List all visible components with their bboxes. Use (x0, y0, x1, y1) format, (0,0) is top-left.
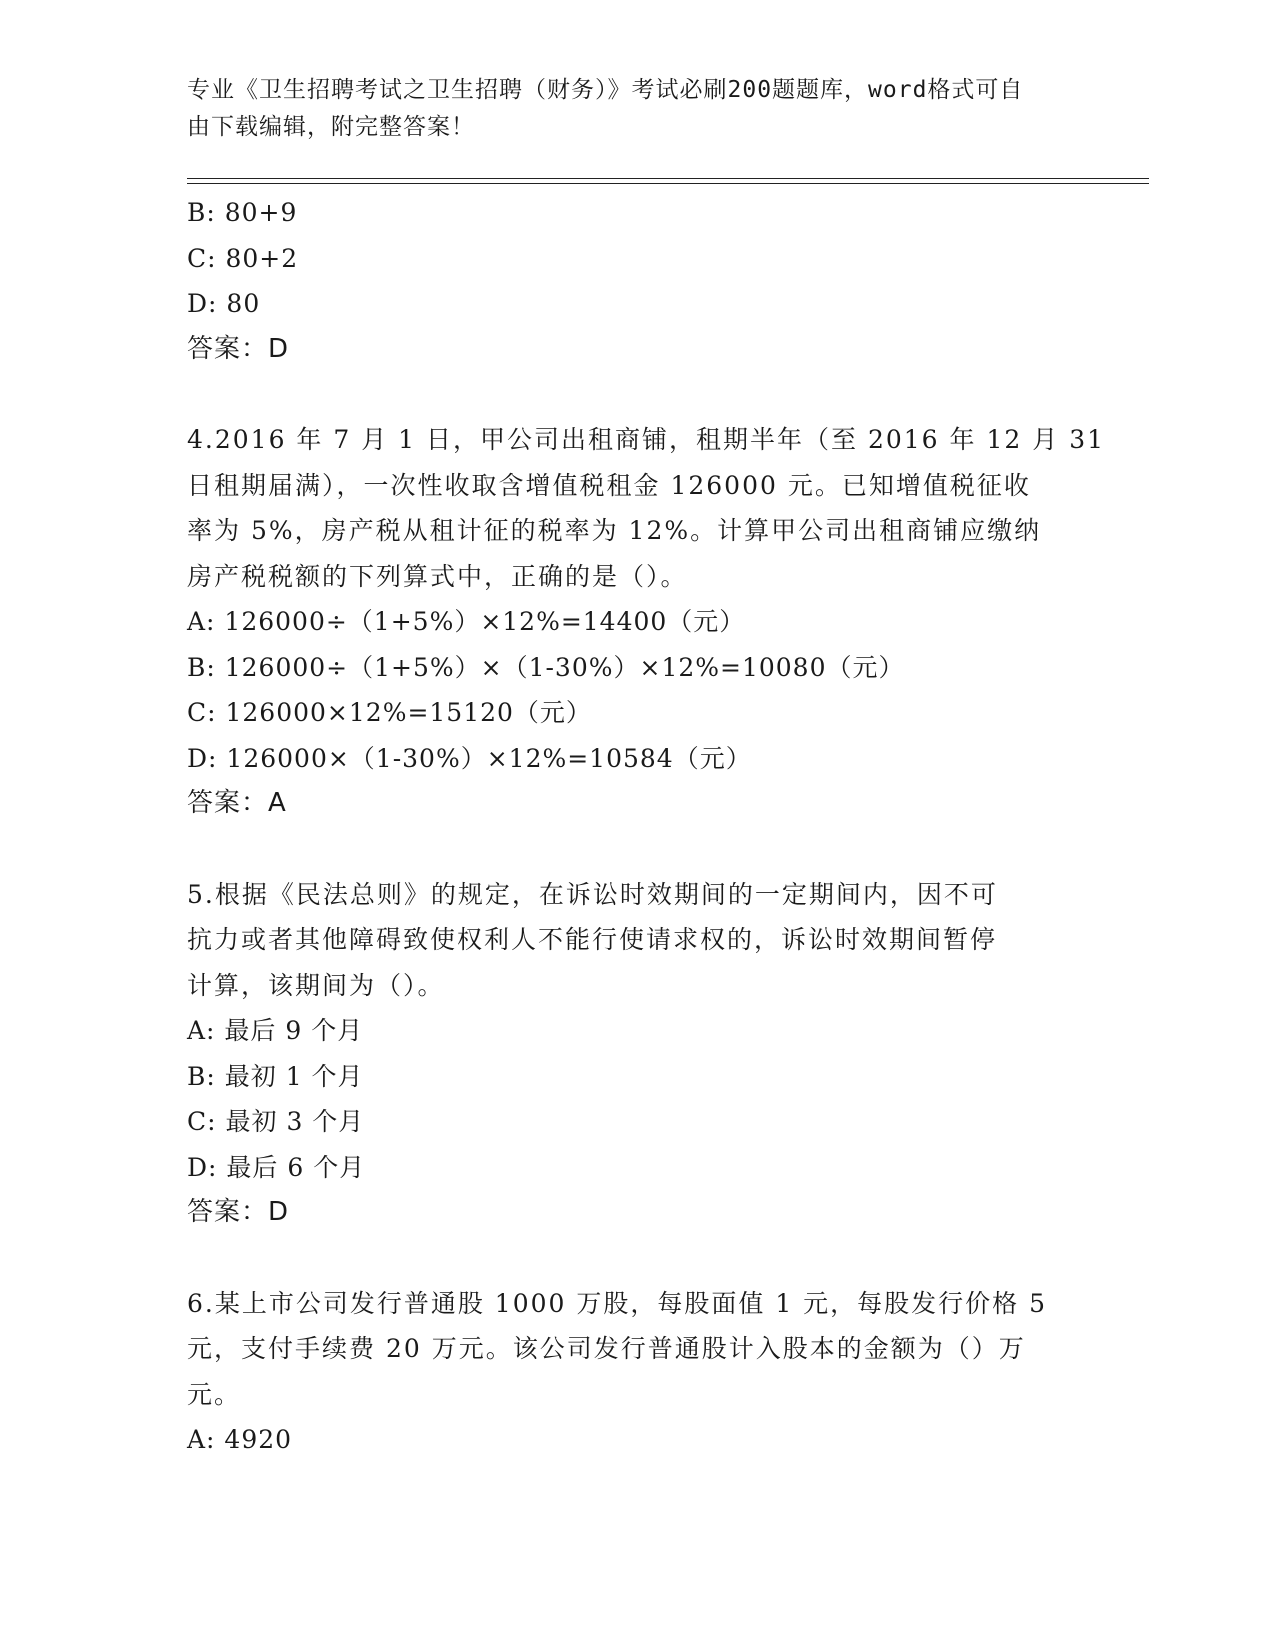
question-6 (187, 1281, 1077, 1463)
answer: 答案：D (187, 333, 290, 364)
question-line: 计算，该期间为（）。 (187, 970, 445, 1000)
question-line: 日租期届满），一次性收取含增值税租金 126000 元。已知增值税征收 (187, 470, 1031, 500)
question-line: 元，支付手续费 20 万元。该公司发行普通股计入股本的金额为（）万 (187, 1334, 1026, 1363)
option-a: A: 126000÷（1+5%）×12%=14400（元） (187, 607, 746, 636)
question-3 (187, 190, 1077, 372)
question-5 (187, 872, 1077, 1236)
question-line: 4.2016 年 7 月 1 日，甲公司出租商铺，租期半年（至 2016 年 12 月 31 (187, 425, 1106, 454)
option-b: B: 126000÷（1+5%）×（1-30%）×12%=10080（元） (187, 652, 905, 682)
option-b: B: 最初 1 个月 (187, 1061, 364, 1091)
question-line: 率为 5%，房产税从租计征的税率为 12%。计算甲公司出租商铺应缴纳 (187, 516, 1042, 545)
question-4 (187, 417, 1106, 827)
option-b: B: 80+9 (187, 198, 298, 227)
question-line: 6.某上市公司发行普通股 1000 万股，每股面值 1 元，每股发行价格 5 (187, 1288, 1048, 1318)
option-c: C: 126000×12%=15120（元） (187, 698, 592, 727)
spacer (187, 372, 1077, 417)
option-c: C: 最初 3 个月 (187, 1107, 365, 1136)
spacer (187, 827, 1077, 872)
spacer (187, 1236, 1077, 1281)
option-a: A: 最后 9 个月 (187, 1016, 364, 1045)
header-divider-bottom (187, 183, 1149, 184)
question-text (187, 1281, 1077, 1418)
header-line-2: 由下载编辑，附完整答案！ (187, 114, 475, 140)
question-text (187, 872, 1077, 1009)
question-line: 房产税税额的下列算式中，正确的是（）。 (187, 561, 688, 591)
answer: 答案：D (187, 1197, 290, 1227)
option-d: D: 126000×（1-30%）×12%=10584（元） (187, 743, 752, 773)
option-c: C: 80+2 (187, 243, 299, 273)
document-header (187, 72, 1087, 146)
option-d: D: 80 (187, 289, 261, 318)
question-line: 抗力或者其他障碍致使权利人不能行使请求权的，诉讼时效期间暂停 (187, 925, 998, 954)
question-line: 5.根据《民法总则》的规定，在诉讼时效期间的一定期间内，因不可 (187, 879, 998, 909)
header-divider-top (187, 178, 1149, 179)
question-text (187, 417, 1106, 599)
answer: 答案：A (187, 788, 287, 818)
header-line-1: 专业《卫生招聘考试之卫生招聘（财务）》考试必刷200题题库，word格式可自 (187, 77, 1024, 103)
document-body (187, 190, 1106, 1463)
option-a: A: 4920 (187, 1425, 293, 1454)
option-d: D: 最后 6 个月 (187, 1152, 366, 1182)
question-line: 元。 (187, 1379, 242, 1409)
